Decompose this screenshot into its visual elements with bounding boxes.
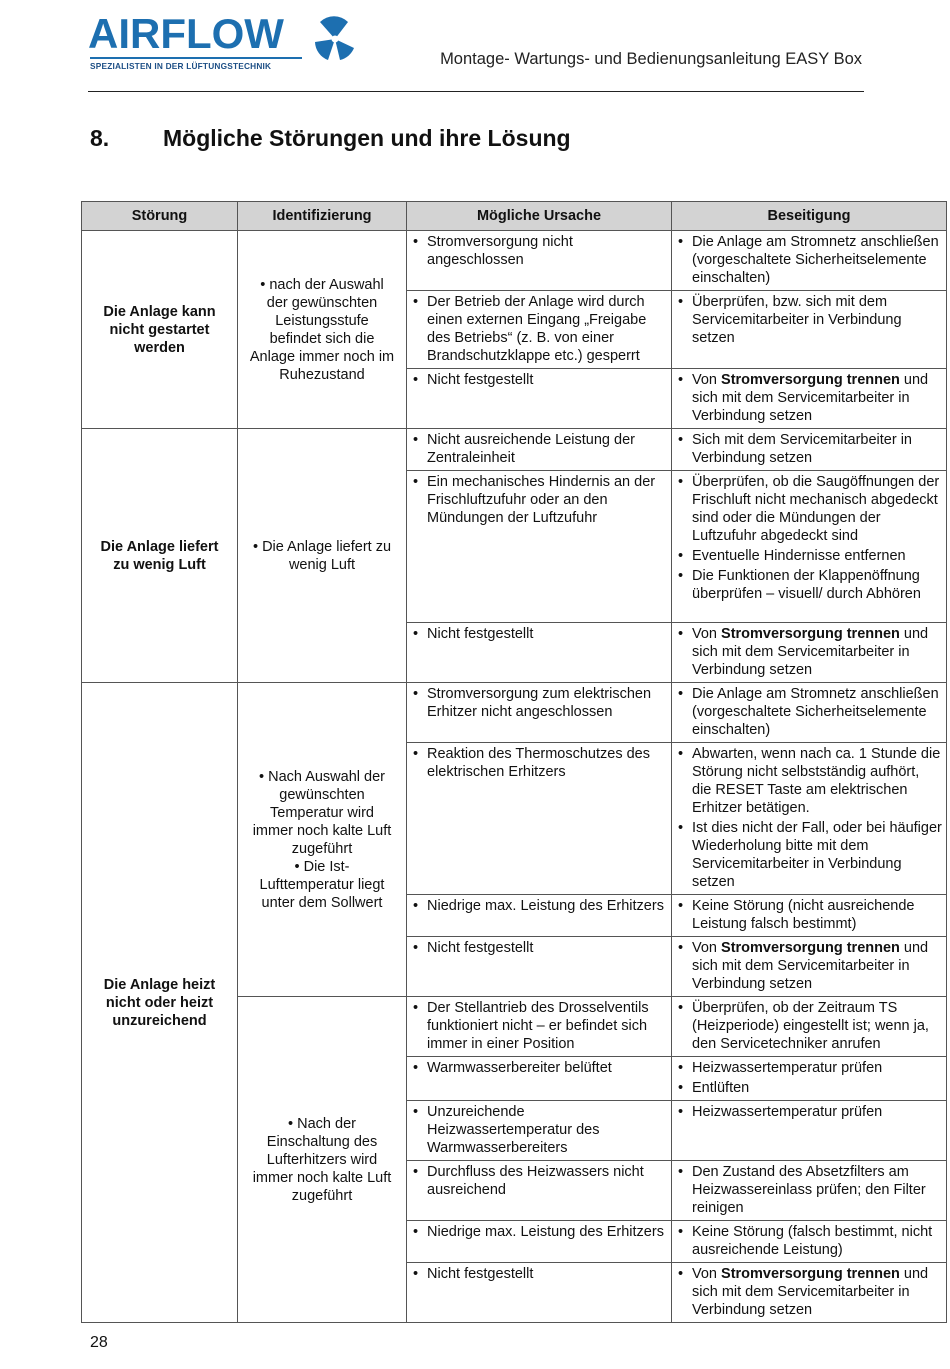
ursache-cell	[407, 291, 672, 369]
beseitigung-cell	[672, 997, 947, 1057]
table-row	[82, 231, 947, 291]
table-row	[82, 429, 947, 471]
ursache-item: • Der Betrieb der Anlage wird durch einen externen Eingang „Freigabe des Betriebs“ (z. B. von einer Brandschutzklappe etc.) gesperrt	[413, 293, 667, 365]
ursache-item: • Nicht ausreichende Leistung der Zentraleinheit	[413, 431, 667, 467]
header-ursache: Mögliche Ursache	[407, 202, 672, 231]
ursache-item: • Warmwasserbereiter belüftet	[413, 1059, 667, 1077]
ursache-cell	[407, 1263, 672, 1323]
ursache-cell	[407, 895, 672, 937]
ursache-cell	[407, 1101, 672, 1161]
ursache-cell	[407, 231, 672, 291]
ursache-cell	[407, 429, 672, 471]
ident-item: • nach der Auswahl der gewünschten Leistungsstufe befindet sich die Anlage immer noch im Ruhezustand	[248, 276, 396, 384]
ursache-item: • Reaktion des Thermoschutzes des elektrischen Erhitzers	[413, 745, 667, 781]
ident-item: • Nach der Einschaltung des Lufterhitzers wird immer noch kalte Luft zugeführt	[248, 1115, 396, 1205]
beseitigung-cell	[672, 895, 947, 937]
airflow-logo	[88, 10, 368, 74]
beseitigung-item: • Den Zustand des Absetzfilters am Heizwassereinlass prüfen; den Filter reinigen	[678, 1163, 942, 1217]
ursache-cell	[407, 471, 672, 623]
beseitigung-item: • Überprüfen, ob der Zeitraum TS (Heizperiode) eingestellt ist; wenn ja, den Servicetechniker anrufen	[678, 999, 942, 1053]
ursache-item: • Stromversorgung nicht angeschlossen	[413, 233, 667, 269]
beseitigung-cell	[672, 1263, 947, 1323]
beseitigung-cell	[672, 937, 947, 997]
beseitigung-item: • Von Stromversorgung trennen und sich mit dem Servicemitarbeiter in Verbindung setzen	[678, 371, 942, 425]
ident-item: • Die Ist-Lufttemperatur liegt unter dem Sollwert	[248, 858, 396, 912]
section-number: 8.	[90, 125, 110, 151]
troubleshooting-table	[81, 201, 947, 1323]
ursache-cell	[407, 743, 672, 895]
ursache-cell	[407, 997, 672, 1057]
beseitigung-item: • Keine Störung (nicht ausreichende Leistung falsch bestimmt)	[678, 897, 942, 933]
beseitigung-item: • Von Stromversorgung trennen und sich mit dem Servicemitarbeiter in Verbindung setzen	[678, 939, 942, 993]
header-beseitigung: Beseitigung	[672, 202, 947, 231]
ident-item: • Die Anlage liefert zu wenig Luft	[248, 538, 396, 574]
beseitigung-item: • Die Anlage am Stromnetz anschließen (vorgeschaltete Sicherheitselemente einschalten)	[678, 233, 942, 287]
beseitigung-cell	[672, 623, 947, 683]
header-stoerung: Störung	[82, 202, 238, 231]
beseitigung-item: • Die Funktionen der Klappenöffnung überprüfen – visuell/ durch Abhören	[678, 567, 942, 603]
section-title: Mögliche Störungen und ihre Lösung	[163, 125, 571, 151]
header-divider	[88, 91, 864, 92]
beseitigung-cell	[672, 429, 947, 471]
beseitigung-cell	[672, 1057, 947, 1101]
ursache-item: • Durchfluss des Heizwassers nicht ausreichend	[413, 1163, 667, 1199]
fan-icon	[312, 16, 358, 62]
beseitigung-item: • Heizwassertemperatur prüfen	[678, 1103, 942, 1121]
ursache-item: • Stromversorgung zum elektrischen Erhitzer nicht angeschlossen	[413, 685, 667, 721]
beseitigung-item: • Heizwassertemperatur prüfen	[678, 1059, 942, 1077]
ursache-item: • Nicht festgestellt	[413, 1265, 667, 1283]
page-number: 28	[90, 1334, 108, 1351]
ursache-item: • Unzureichende Heizwassertemperatur des Warmwasserbereiters	[413, 1103, 667, 1157]
ursache-item: • Nicht festgestellt	[413, 371, 667, 389]
document-title: Montage- Wartungs- und Bedienungsanleitung EASY Box	[440, 50, 862, 68]
identifizierung-cell	[238, 429, 407, 683]
ursache-item: • Niedrige max. Leistung des Erhitzers	[413, 1223, 667, 1241]
beseitigung-item: • Die Anlage am Stromnetz anschließen (vorgeschaltete Sicherheitselemente einschalten)	[678, 685, 942, 739]
stoerung-cell: Die Anlage kann nicht gestartet werden	[82, 231, 238, 429]
ursache-cell	[407, 369, 672, 429]
beseitigung-cell	[672, 471, 947, 623]
beseitigung-item: • Eventuelle Hindernisse entfernen	[678, 547, 942, 565]
beseitigung-item: • Überprüfen, ob die Saugöffnungen der Frischluft nicht mechanisch abgedeckt sind oder die Mündungen der Luftzufuhr abgedeckt sind	[678, 473, 942, 545]
identifizierung-cell	[238, 231, 407, 429]
logo-wordmark: AIRFLOW	[88, 10, 284, 57]
beseitigung-item: • Von Stromversorgung trennen und sich mit dem Servicemitarbeiter in Verbindung setzen	[678, 1265, 942, 1319]
table-row	[82, 683, 947, 743]
beseitigung-cell	[672, 369, 947, 429]
logo-tagline: SPEZIALISTEN IN DER LÜFTUNGSTECHNIK	[90, 61, 272, 71]
beseitigung-cell	[672, 1161, 947, 1221]
beseitigung-cell	[672, 1221, 947, 1263]
beseitigung-item: • Abwarten, wenn nach ca. 1 Stunde die Störung nicht selbstständig aufhört, die RESET Taste am elektrischen Erhitzer betätigen.	[678, 745, 942, 817]
beseitigung-item: • Überprüfen, bzw. sich mit dem Servicemitarbeiter in Verbindung setzen	[678, 293, 942, 347]
ursache-item: • Nicht festgestellt	[413, 939, 667, 957]
stoerung-cell: Die Anlage liefert zu wenig Luft	[82, 429, 238, 683]
ursache-cell	[407, 1057, 672, 1101]
beseitigung-item: • Von Stromversorgung trennen und sich mit dem Servicemitarbeiter in Verbindung setzen	[678, 625, 942, 679]
ursache-item: • Der Stellantrieb des Drosselventils funktioniert nicht – er befindet sich immer in einer Position	[413, 999, 667, 1053]
beseitigung-item: • Ist dies nicht der Fall, oder bei häufiger Wiederholung bitte mit dem Servicemitarbeiter in Verbindung setzen	[678, 819, 942, 891]
beseitigung-item: • Sich mit dem Servicemitarbeiter in Verbindung setzen	[678, 431, 942, 467]
ident-item: • Nach Auswahl der gewünschten Temperatur wird immer noch kalte Luft zugeführt	[248, 768, 396, 858]
ursache-cell	[407, 1221, 672, 1263]
beseitigung-cell	[672, 291, 947, 369]
stoerung-cell: Die Anlage heizt nicht oder heizt unzureichend	[82, 683, 238, 1323]
ursache-item: • Niedrige max. Leistung des Erhitzers	[413, 897, 667, 915]
header-identifizierung: Identifizierung	[238, 202, 407, 231]
beseitigung-item: • Keine Störung (falsch bestimmt, nicht ausreichende Leistung)	[678, 1223, 942, 1259]
table-header-row	[82, 202, 947, 231]
ursache-cell	[407, 937, 672, 997]
ursache-cell	[407, 683, 672, 743]
logo-underline	[90, 57, 302, 59]
ursache-cell	[407, 1161, 672, 1221]
beseitigung-cell	[672, 231, 947, 291]
beseitigung-cell	[672, 743, 947, 895]
ursache-item: • Ein mechanisches Hindernis an der Frischluftzufuhr oder an den Mündungen der Luftzufuhr	[413, 473, 667, 527]
beseitigung-item: • Entlüften	[678, 1079, 942, 1097]
identifizierung-cell	[238, 683, 407, 997]
ursache-cell	[407, 623, 672, 683]
beseitigung-cell	[672, 1101, 947, 1161]
ursache-item: • Nicht festgestellt	[413, 625, 667, 643]
identifizierung-cell	[238, 997, 407, 1323]
beseitigung-cell	[672, 683, 947, 743]
